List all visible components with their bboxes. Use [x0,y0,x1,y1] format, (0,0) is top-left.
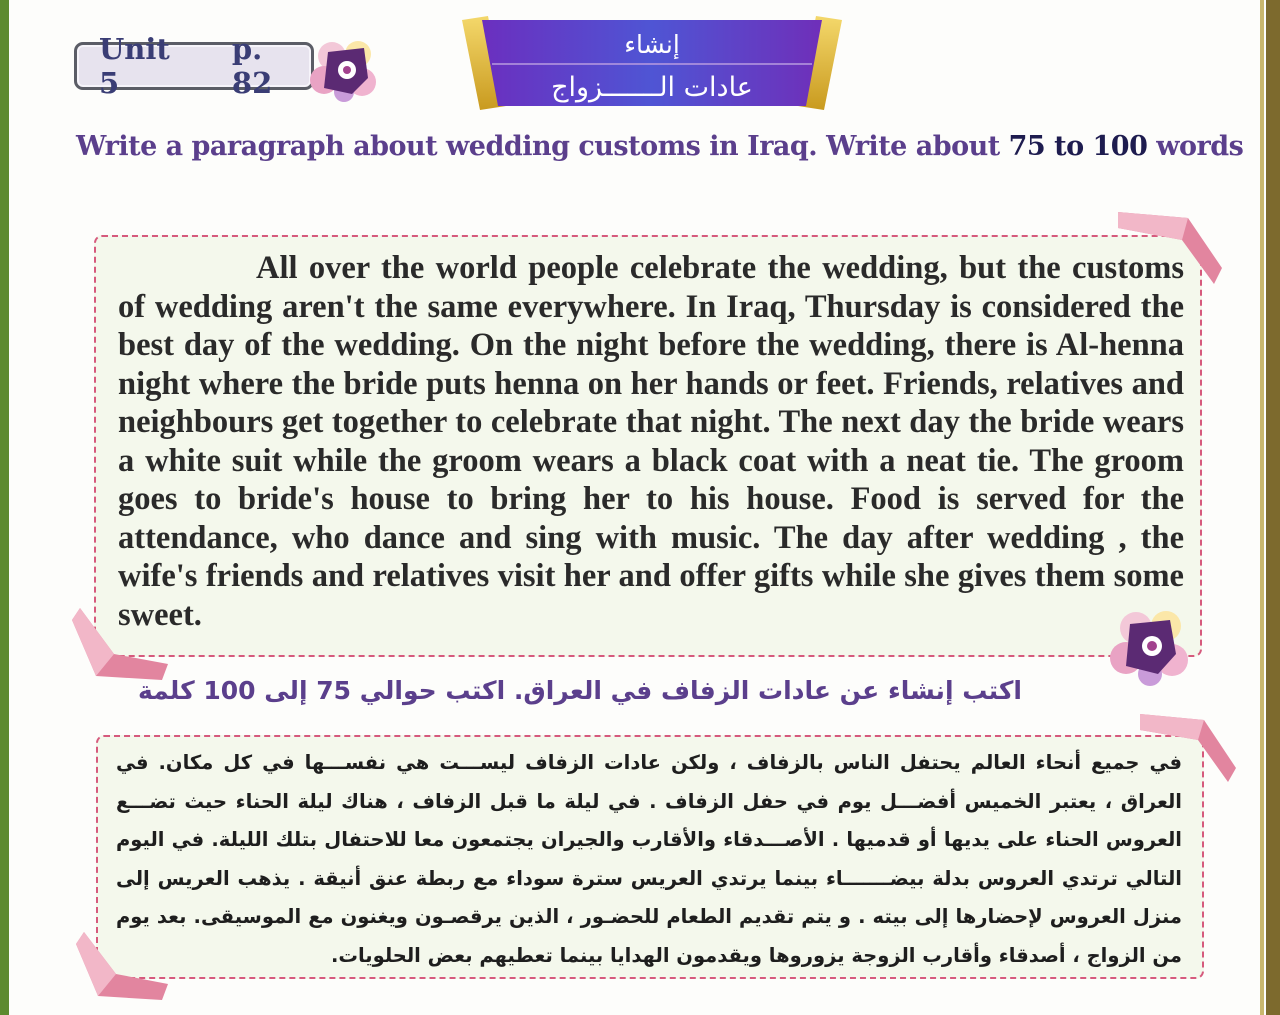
instruction-prefix: Write a paragraph about wedding customs in Iraq. Write about [76,131,1009,162]
page-label: p. 82 [231,32,273,100]
banner-subtitle: عادات الـــــــزواج [551,72,753,103]
unit-label: Unit 5 [99,32,170,100]
arabic-instruction: اكتب إنشاء عن عادات الزفاف في العراق. اكتب حوالي 75 إلى 100 كلمة [138,676,1022,705]
unit-badge [74,32,314,100]
header-banner [462,14,842,112]
left-page-border [0,0,9,1015]
english-paragraph: All over the world people celebrate the wedding, but the customs of wedding aren't the same everywhere. In Iraq, Thursday is considered the best day of the wedding. On the night before the wedding, there is Al-henna night where the bride puts henna on her hands or feet. Friends, relatives and neighbours get together to celebrate that night. The next day the bride wears a white suit while the groom wears a black coat with a neat tie. The groom goes to bride's house to bring her to his house. Food is served for the attendance, who dance and sing with music. The day after wedding , the wife's friends and relatives visit her and offer gifts while she gives them some sweet. [118,250,1184,633]
instruction-suffix: words [1147,131,1244,162]
flower-decoration-icon [1106,604,1196,690]
flower-decoration-icon [304,34,386,106]
banner-title: إنشاء [624,30,680,59]
arabic-paragraph: في جميع أنحاء العالم يحتفل الناس بالزفاف ، ولكن عادات الزفاف ليســـت هي نفســـها في كل مكان. في العراق ، يعتبر الخميس أفضـــل يوم في حفل الزفاف . في ليلة ما قبل الزفاف ، هناك ليلة الحناء حيث تضـــع العروس الحناء على يديها أو قدميها . الأصـــدقاء والأقارب والجيران يجتمعون معا للاحتفال بتلك الليلة. في اليوم التالي ترتدي العروس بدلة بيضـــــــاء بينما يرتدي العريس سترة سوداء مع ربطة عنق أنيقة . يذهب العريس إلى منزل العروس لإحضارها إلى بيته . و يتم تقديم الطعام للحضـور ، الذين يرقصـون ويغنون مع الموسيقى. بعد يوم من الزواج ، أصدقاء وأقارب الزوجة يزوروها ويقدمون الهدايا بينما تعطيهم بعض الحلويات. [116,751,1182,967]
right-page-border [1266,0,1280,1015]
english-instruction [76,131,1244,162]
instruction-word-count: 75 to 100 [1008,131,1148,162]
